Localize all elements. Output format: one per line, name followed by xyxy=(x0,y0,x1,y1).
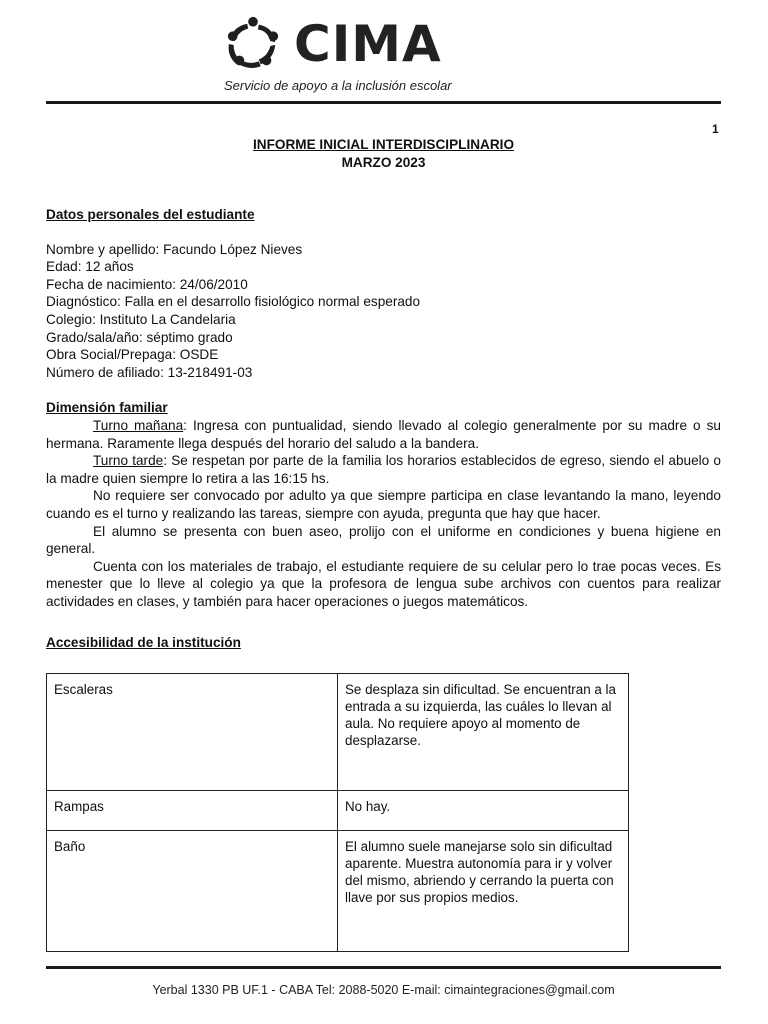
morning-shift-text: : Ingresa con puntualidad, siendo llevado al colegio generalmente por su madre o su hermana. Raramente llega después del horario del saludo a la bandera. xyxy=(46,417,721,451)
table-row xyxy=(47,674,629,791)
afternoon-shift-label: Turno tarde xyxy=(93,453,164,469)
document-body xyxy=(46,206,721,652)
title-line-1: INFORME INICIAL INTERDISCIPLINARIO xyxy=(252,137,515,152)
family-paragraph xyxy=(46,417,721,452)
afternoon-shift-text: : Se respetan por parte de la familia los horarios establecidos de egreso, siendo el abuelo o la madre quien siempre lo retira a las 16:15 hs. xyxy=(46,453,721,486)
brand-name: CIMA xyxy=(294,15,442,73)
footer-divider xyxy=(46,966,721,969)
table-cell-value: No hay. xyxy=(338,791,629,831)
family-paragraph: Cuenta con los materiales de trabajo, el estudiante requiere de su celular pero lo trae pocas veces. Es menester que lo lleve al colegio ya que la profesora de lengua sube archivos con cuentos para realizar actividades en clases, y también para hacer operaciones o juegos matemáticos. xyxy=(46,558,721,609)
table-row xyxy=(47,831,629,952)
table-cell-label: Rampas xyxy=(47,791,338,831)
header-divider xyxy=(46,101,721,104)
personal-line: Colegio: Instituto La Candelaria xyxy=(46,311,236,327)
table-cell-value: Se desplaza sin dificultad. Se encuentran a la entrada a su izquierda, las cuáles lo llevan al aula. No requiere apoyo al momento de desplazarse. xyxy=(338,674,629,791)
personal-line: Obra Social/Prepaga: OSDE xyxy=(46,347,219,363)
accessibility-heading: Accesibilidad de la institución xyxy=(46,635,241,651)
brand-tagline: Servicio de apoyo a la inclusión escolar xyxy=(224,78,452,93)
morning-shift-label: Turno mañana xyxy=(93,417,184,433)
personal-line: Grado/sala/año: séptimo grado xyxy=(46,329,233,345)
cima-circle-logo-icon xyxy=(224,15,282,73)
table-cell-value: El alumno suele manejarse solo sin dificultad aparente. Muestra autonomía para ir y volver del mismo, abriendo y cerrando la puerta con llave por sus propios medios. xyxy=(338,831,629,952)
personal-heading: Datos personales del estudiante xyxy=(46,207,255,222)
personal-line: Diagnóstico: Falla en el desarrollo fisiológico normal esperado xyxy=(46,294,421,310)
brand-logo xyxy=(224,14,442,74)
page-number: 1 xyxy=(712,122,719,136)
personal-line: Fecha de nacimiento: 24/06/2010 xyxy=(46,276,248,292)
personal-line: Edad: 12 años xyxy=(46,259,134,275)
personal-line: Número de afiliado: 13-218491-03 xyxy=(46,364,253,380)
family-paragraph: El alumno se presenta con buen aseo, prolijo con el uniforme en condiciones y buena higiene en general. xyxy=(46,523,721,557)
title-line-2: MARZO 2023 xyxy=(341,155,426,170)
table-row xyxy=(47,791,629,831)
family-paragraph xyxy=(46,452,721,487)
table-cell-label: Escaleras xyxy=(47,674,338,791)
family-paragraph: No requiere ser convocado por adulto ya que siempre participa en clase levantando la mano, leyendo cuando es el turno y realizando las tareas, siempre con ayuda, pregunta que hay que hacer. xyxy=(46,488,721,521)
table-cell-label: Baño xyxy=(47,831,338,952)
accessibility-section xyxy=(46,634,721,652)
family-section xyxy=(46,399,721,610)
personal-line: Nombre y apellido: Facundo López Nieves xyxy=(46,241,303,257)
personal-data-list xyxy=(46,241,721,382)
family-heading: Dimensión familiar xyxy=(46,400,168,416)
accessibility-table xyxy=(46,673,629,952)
footer-contact: Yerbal 1330 PB UF.1 - CABA Tel: 2088-5020 E-mail: cimaintegraciones@gmail.com xyxy=(152,983,615,997)
document-title xyxy=(46,136,721,172)
